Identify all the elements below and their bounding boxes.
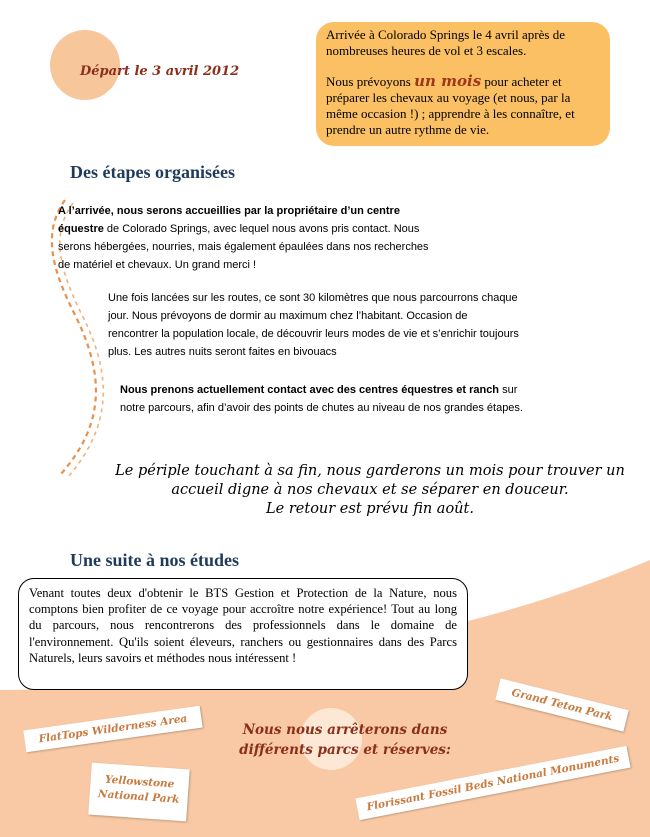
parcs-intro-line-2: différents parcs et réserves:	[239, 742, 451, 758]
p3-bold: Nous prenons actuellement contact avec des centres équestres et ranch	[120, 384, 500, 396]
etapes-paragraph-3	[120, 381, 545, 417]
closing-line-1: Le périple touchant à sa fin, nous garderons un mois pour trouver un	[115, 463, 625, 479]
park-tag-grand-teton: Grand Teton Park	[495, 678, 628, 731]
etapes-heading: Des étapes organisées	[70, 162, 235, 182]
plan-after: pour acheter et préparer les chevaux au voyage (et nous, par la même occasion !) ; apprendre à les connaître, et prendre un autre rythme de vie.	[326, 74, 575, 137]
yellowstone-line-1: Yellowstone	[104, 773, 175, 791]
closing-line-3: Le retour est prévu fin août.	[266, 501, 474, 517]
p1-rest: de Colorado Springs, avec lequel nous avons pris contact. Nous serons hébergées, nourries, mais également épaulées dans nos recherches de matériel et chevaux. Un grand merci !	[58, 223, 429, 271]
park-tag-yellowstone	[88, 763, 189, 822]
arrival-box	[316, 22, 610, 146]
parcs-intro-line-1: Nous nous arrêterons dans	[242, 722, 448, 738]
plan-before: Nous prévoyons	[326, 74, 415, 89]
parcs-intro	[210, 720, 480, 760]
p3-rest: sur notre parcours, afin d’avoir des points de chutes au niveau de nos grandes étapes.	[120, 384, 523, 414]
park-tag-florissant: Florissant Fossil Beds National Monuments	[355, 746, 630, 820]
arrival-text: Arrivée à Colorado Springs le 4 avril après de nombreuses heures de vol et 3 escales.	[326, 27, 565, 58]
park-tag-flattops: FlatTops Wilderness Area	[23, 706, 202, 753]
depart-date: Départ le 3 avril 2012	[80, 64, 240, 79]
plan-text	[326, 73, 600, 138]
closing-line-2: accueil digne à nos chevaux et se séparer en douceur.	[171, 482, 569, 498]
etudes-heading: Une suite à nos études	[70, 550, 240, 570]
plan-emphasis: un mois	[414, 72, 482, 90]
p1-bold: A l’arrivée, nous serons accueillies par la propriétaire d’un centre équestre	[58, 205, 400, 235]
yellowstone-line-2: National Park	[97, 788, 180, 806]
etapes-paragraph-1	[58, 202, 438, 274]
closing-text	[90, 462, 650, 519]
etapes-paragraph-2: Une fois lancées sur les routes, ce sont 30 kilomètres que nous parcourrons chaque jour. Nous prévoyons de dormir au maximum chez l’habitant. Occasion de rencontrer la population locale, de découvrir leurs modes de vie et s’enrichir toujours plus. Les autres nuits seront faites en bivouacs	[108, 292, 519, 358]
etudes-box: Venant toutes deux d'obtenir le BTS Gestion et Protection de la Nature, nous comptons bien profiter de ce voyage pour accroître notre expérience! Tout au long du parcours, nous rencontrerons des professionnels dans le domaine de l'environnement. Qu'ils soient éleveurs, ranchers ou gestionnaires dans des Parcs Naturels, leurs savoirs et méthodes nous intéressent !	[18, 578, 468, 690]
